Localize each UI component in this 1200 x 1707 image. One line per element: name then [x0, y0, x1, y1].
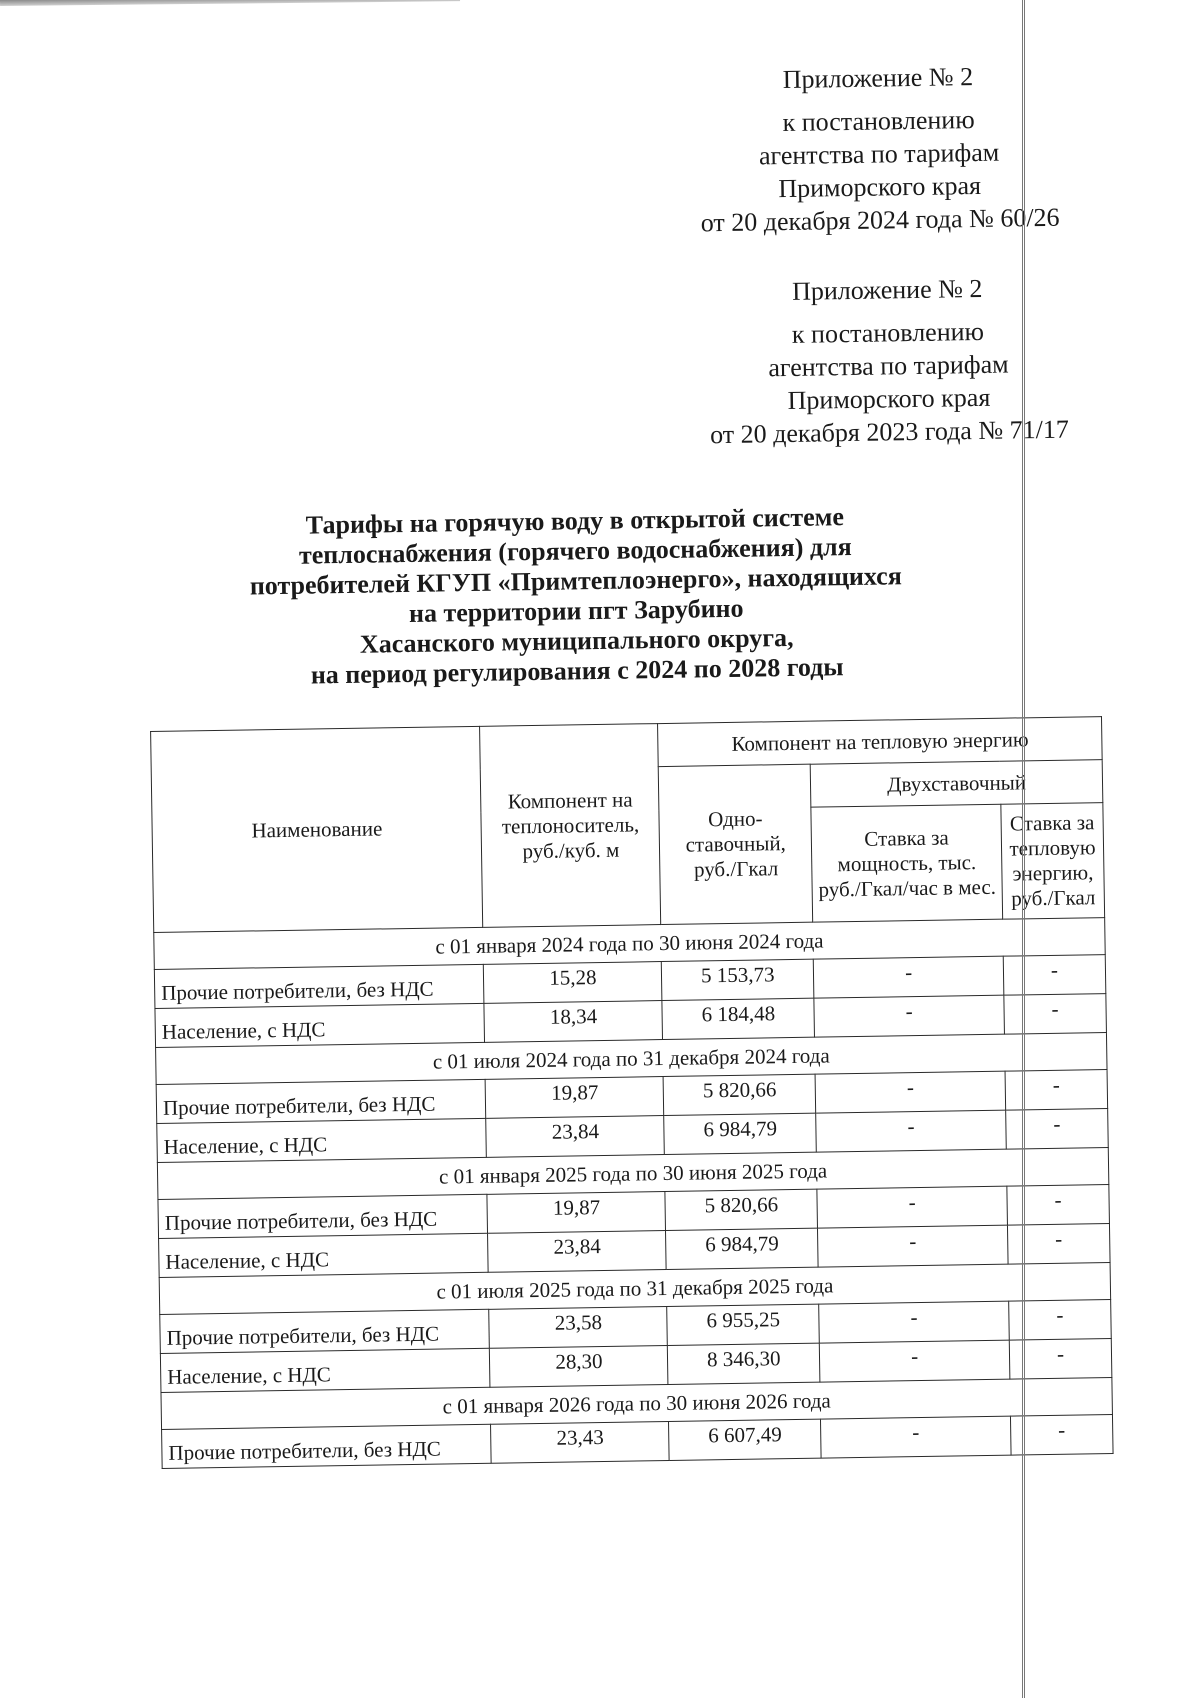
header-heat-energy: Компонент на тепловую энергию [658, 717, 1102, 767]
cell-capacity-rate: - [816, 1110, 1006, 1152]
cell-energy-rate: - [1009, 1300, 1112, 1341]
appendix-block-current [688, 59, 1071, 240]
cell-energy-rate: - [1007, 1185, 1110, 1226]
appendix-line: агентства по тарифам [758, 137, 1000, 171]
cell-heat-carrier: 15,28 [484, 962, 662, 1004]
cell-name: Население, с НДС [159, 1233, 489, 1277]
cell-capacity-rate: - [814, 995, 1004, 1037]
cell-capacity-rate: - [815, 1071, 1005, 1113]
title-line: потребителей КГУП «Примтеплоэнерго», находящихся [249, 561, 902, 601]
appendix-date-line: от 20 декабря 2023 года № 71/17 [709, 414, 1070, 450]
cell-name: Население, с НДС [155, 1003, 485, 1047]
cell-single-rate: 5 153,73 [662, 959, 814, 1000]
cell-name: Прочие потребители, без НДС [154, 964, 484, 1008]
cell-capacity-rate: - [820, 1340, 1010, 1382]
header-capacity-rate: Ставка за мощность, тыс. руб./Гкал/час в мес. [811, 804, 1003, 922]
tariff-table [150, 716, 1113, 1469]
cell-name: Прочие потребители, без НДС [162, 1424, 492, 1468]
cell-single-rate: 6 955,25 [667, 1304, 819, 1345]
cell-heat-carrier: 23,43 [491, 1421, 669, 1463]
cell-heat-carrier: 19,87 [486, 1077, 664, 1119]
cell-energy-rate: - [1005, 1070, 1108, 1111]
cell-single-rate: 5 820,66 [663, 1074, 815, 1115]
appendix-number: Приложение № 2 [791, 273, 983, 306]
header-name: Наименование [151, 726, 484, 932]
cell-heat-carrier: 18,34 [484, 1001, 662, 1043]
cell-single-rate: 5 820,66 [665, 1189, 817, 1230]
title-line: на период регулирования с 2024 по 2028 годы [310, 652, 844, 690]
cell-single-rate: 6 984,79 [664, 1113, 816, 1154]
appendix-line: агентства по тарифам [768, 349, 1009, 383]
cell-name: Прочие потребители, без НДС [156, 1079, 486, 1123]
cell-heat-carrier: 23,58 [489, 1307, 667, 1349]
cell-heat-carrier: 28,30 [490, 1345, 668, 1387]
cell-single-rate: 6 984,79 [666, 1228, 818, 1269]
header-energy-rate: Ставка за тепловую энергию, руб./Гкал [1001, 803, 1105, 920]
cell-single-rate: 6 607,49 [669, 1419, 821, 1460]
cell-name: Население, с НДС [160, 1348, 490, 1392]
appendix-line: Приморского края [778, 170, 982, 204]
cell-capacity-rate: - [818, 1225, 1008, 1267]
cell-capacity-rate: - [817, 1186, 1007, 1228]
cell-energy-rate: - [1010, 1415, 1113, 1456]
period-row: с 01 июля 2025 года по 31 декабря 2025 года [159, 1263, 1110, 1315]
title-line: Хасанского муниципального округа, [359, 622, 794, 659]
cell-heat-carrier: 23,84 [488, 1231, 666, 1273]
title-line: Тарифы на горячую воду в открытой системе [305, 502, 845, 540]
cell-energy-rate: - [1003, 955, 1106, 996]
cell-name: Прочие потребители, без НДС [158, 1194, 488, 1238]
period-row: с 01 января 2024 года по 30 июня 2024 года [154, 918, 1105, 970]
appendix-line: к постановлению [782, 105, 975, 138]
header-two-rate: Двухставочный [810, 760, 1102, 808]
cell-energy-rate: - [1004, 994, 1107, 1035]
header-heat-carrier: Компонент на теплоноситель, руб./куб. м [480, 724, 661, 928]
cell-name: Прочие потребители, без НДС [160, 1309, 490, 1353]
cell-capacity-rate: - [813, 956, 1003, 998]
cell-capacity-rate: - [821, 1416, 1011, 1458]
period-row: с 01 января 2025 года по 30 июня 2025 года [157, 1148, 1108, 1200]
cell-heat-carrier: 19,87 [487, 1192, 665, 1234]
scan-fold-line [1022, 0, 1025, 1698]
cell-heat-carrier: 23,84 [486, 1116, 664, 1158]
cell-single-rate: 8 346,30 [668, 1343, 820, 1384]
header-single-rate: Одно-ставочный, руб./Гкал [659, 764, 813, 924]
cell-single-rate: 6 184,48 [662, 998, 814, 1039]
appendix-line: Приморского края [787, 382, 991, 415]
cell-name: Население, с НДС [157, 1118, 487, 1162]
appendix-date-line: от 20 декабря 2024 года № 60/26 [700, 202, 1060, 238]
cell-energy-rate: - [1009, 1339, 1112, 1380]
period-row: с 01 января 2026 года по 30 июня 2026 года [161, 1378, 1112, 1430]
title-line: теплоснабжения (горячего водоснабжения) для [298, 532, 852, 570]
title-line: на территории пгт Зарубино [408, 593, 744, 628]
cell-capacity-rate: - [819, 1301, 1009, 1343]
appendix-line: к постановлению [791, 316, 985, 349]
cell-energy-rate: - [1006, 1109, 1109, 1150]
document-title [195, 500, 958, 692]
appendix-number: Приложение № 2 [782, 62, 974, 95]
period-row: с 01 июля 2024 года по 31 декабря 2024 года [156, 1033, 1107, 1085]
cell-energy-rate: - [1007, 1224, 1110, 1265]
